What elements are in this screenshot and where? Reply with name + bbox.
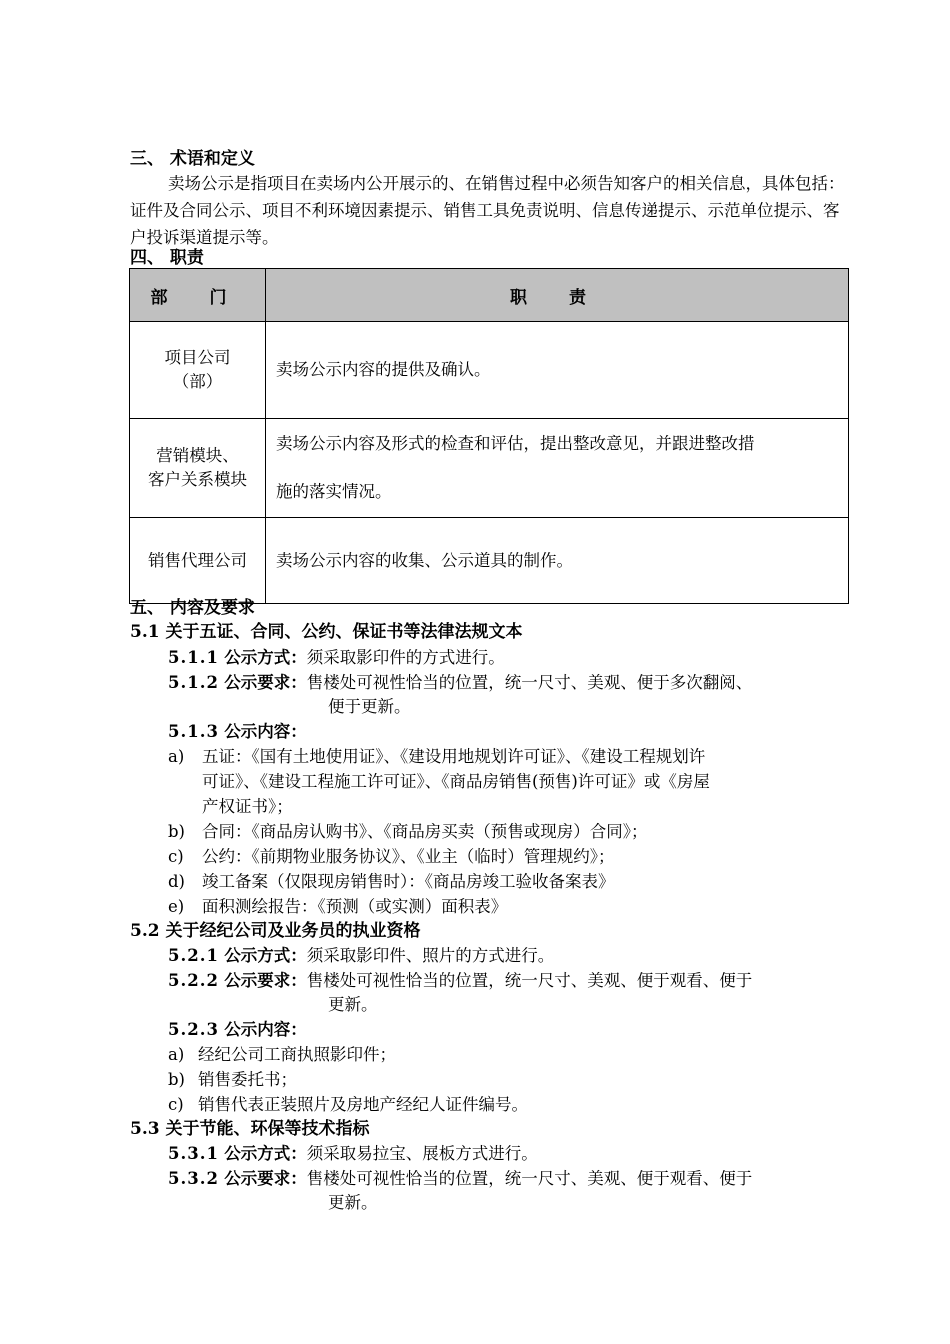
list-item-text: 五证：《国有土地使用证》、《建设用地规划许可证》、《建设工程规划许 [202,747,706,766]
item-number: 5.2.3 [168,1020,219,1039]
item-text: 须采取影印件、照片的方式进行。 [306,946,555,965]
section-3-paragraph [130,170,850,251]
table-row [130,518,849,604]
item-label: 公示要求： [224,673,307,692]
duty-line: 施的落实情况。 [276,482,392,501]
table-row [130,419,849,518]
list-item-text: 面积测绘报告：《预测（或实测）面积表》 [202,897,508,916]
list-marker: c) [168,1095,184,1114]
list-item-text: 可证》、《建设工程施工许可证》、《商品房销售(预售)许可证》或《房屋 [202,772,710,791]
dept-cell [130,322,266,419]
item-number: 5.3.1 [168,1144,219,1163]
dept-line: 销售代理公司 [148,550,247,570]
item-label: 公示方式： [224,946,307,965]
list-marker: a) [168,1045,185,1064]
list-marker: a) [168,747,185,766]
dept-line: 客户关系模块 [148,470,247,489]
dept-line: 营销模块、 [156,446,239,465]
item-5-2-3 [168,1018,307,1042]
table-row [130,322,849,419]
item-text: 须采取易拉宝、展板方式进行。 [306,1144,538,1163]
section-4-heading: 四、 职责 [130,248,204,268]
item-label: 公示要求： [224,971,307,990]
item-text: 售楼处可视性恰当的位置，统一尺寸、美观、便于观看、便于 [306,971,753,990]
item-5-1-3 [168,720,307,744]
item-label: 公示方式： [224,648,307,667]
item-number: 5.1.2 [168,673,219,692]
item-text-continued: 便于更新。 [328,697,411,716]
item-label: 公示要求： [224,1169,307,1188]
item-5-1-2 [168,671,752,695]
item-label: 公示内容： [224,1020,307,1039]
list-item-text: 公约：《前期物业服务协议》、《业主（临时）管理规约》； [202,847,615,866]
dept-line: （部） [172,372,223,391]
section-3-text: 卖场公示是指项目在卖场内公开展示的、在销售过程中必须告知客户的相关信息，具体包括：证件及合同公示、项目不利环境因素提示、销售工具免责说明、信息传递提示、示范单位提示、客户投诉渠道提示等。 [130,174,845,247]
list-marker: e) [168,897,185,916]
dept-cell [130,518,266,604]
item-text: 售楼处可视性恰当的位置，统一尺寸、美观、便于观看、便于 [306,1169,753,1188]
item-number: 5.1.3 [168,722,219,741]
dept-cell [130,419,266,518]
subsection-5-1-title: 5.1 关于五证、合同、公约、保证书等法律法规文本 [130,622,523,642]
table-header-row [130,269,849,322]
duty-cell [266,419,849,518]
item-text: 须采取影印件的方式进行。 [306,648,505,667]
duty-cell [266,518,849,604]
section-5-heading: 五、 内容及要求 [130,598,255,618]
item-text: 售楼处可视性恰当的位置，统一尺寸、美观、便于多次翻阅、 [306,673,753,692]
section-3-heading: 三、 术语和定义 [130,149,255,169]
item-text-continued: 更新。 [328,995,378,1014]
list-marker: b) [168,822,185,841]
duty-table [129,268,849,604]
item-5-2-2 [168,969,752,993]
duty-line: 卖场公示内容的收集、公示道具的制作。 [276,550,573,570]
item-5-2-1 [168,944,554,968]
list-marker: b) [168,1070,185,1089]
duty-cell [266,322,849,419]
item-number: 5.2.1 [168,946,219,965]
list-item-text: 竣工备案（仅限现房销售时）：《商品房竣工验收备案表》 [202,872,615,891]
item-number: 5.3.2 [168,1169,219,1188]
header-duty: 职 责 [266,269,849,322]
dept-line: 项目公司 [164,348,231,367]
item-5-3-1 [168,1142,538,1166]
list-item-text: 产权证书》； [202,797,293,816]
item-label: 公示内容： [224,722,307,741]
item-5-1-1 [168,646,505,670]
item-text-continued: 更新。 [328,1193,378,1212]
list-marker: d) [168,872,185,891]
subsection-5-2-title: 5.2 关于经纪公司及业务员的执业资格 [130,921,421,941]
item-number: 5.2.2 [168,971,219,990]
list-item-text: 销售委托书； [198,1070,297,1089]
item-5-3-2 [168,1167,752,1191]
item-number: 5.1.1 [168,648,219,667]
duty-line: 卖场公示内容及形式的检查和评估，提出整改意见，并跟进整改措 [276,434,755,453]
subsection-5-3-title: 5.3 关于节能、环保等技术指标 [130,1119,370,1139]
list-item-text: 销售代表正装照片及房地产经纪人证件编号。 [198,1095,528,1114]
header-department: 部 门 [130,269,266,322]
duty-line: 卖场公示内容的提供及确认。 [276,360,491,379]
list-marker: c) [168,847,184,866]
list-item-text: 经纪公司工商执照影印件； [198,1045,396,1064]
item-label: 公示方式： [224,1144,307,1163]
list-item-text: 合同：《商品房认购书》、《商品房买卖（预售或现房）合同》； [202,822,648,841]
